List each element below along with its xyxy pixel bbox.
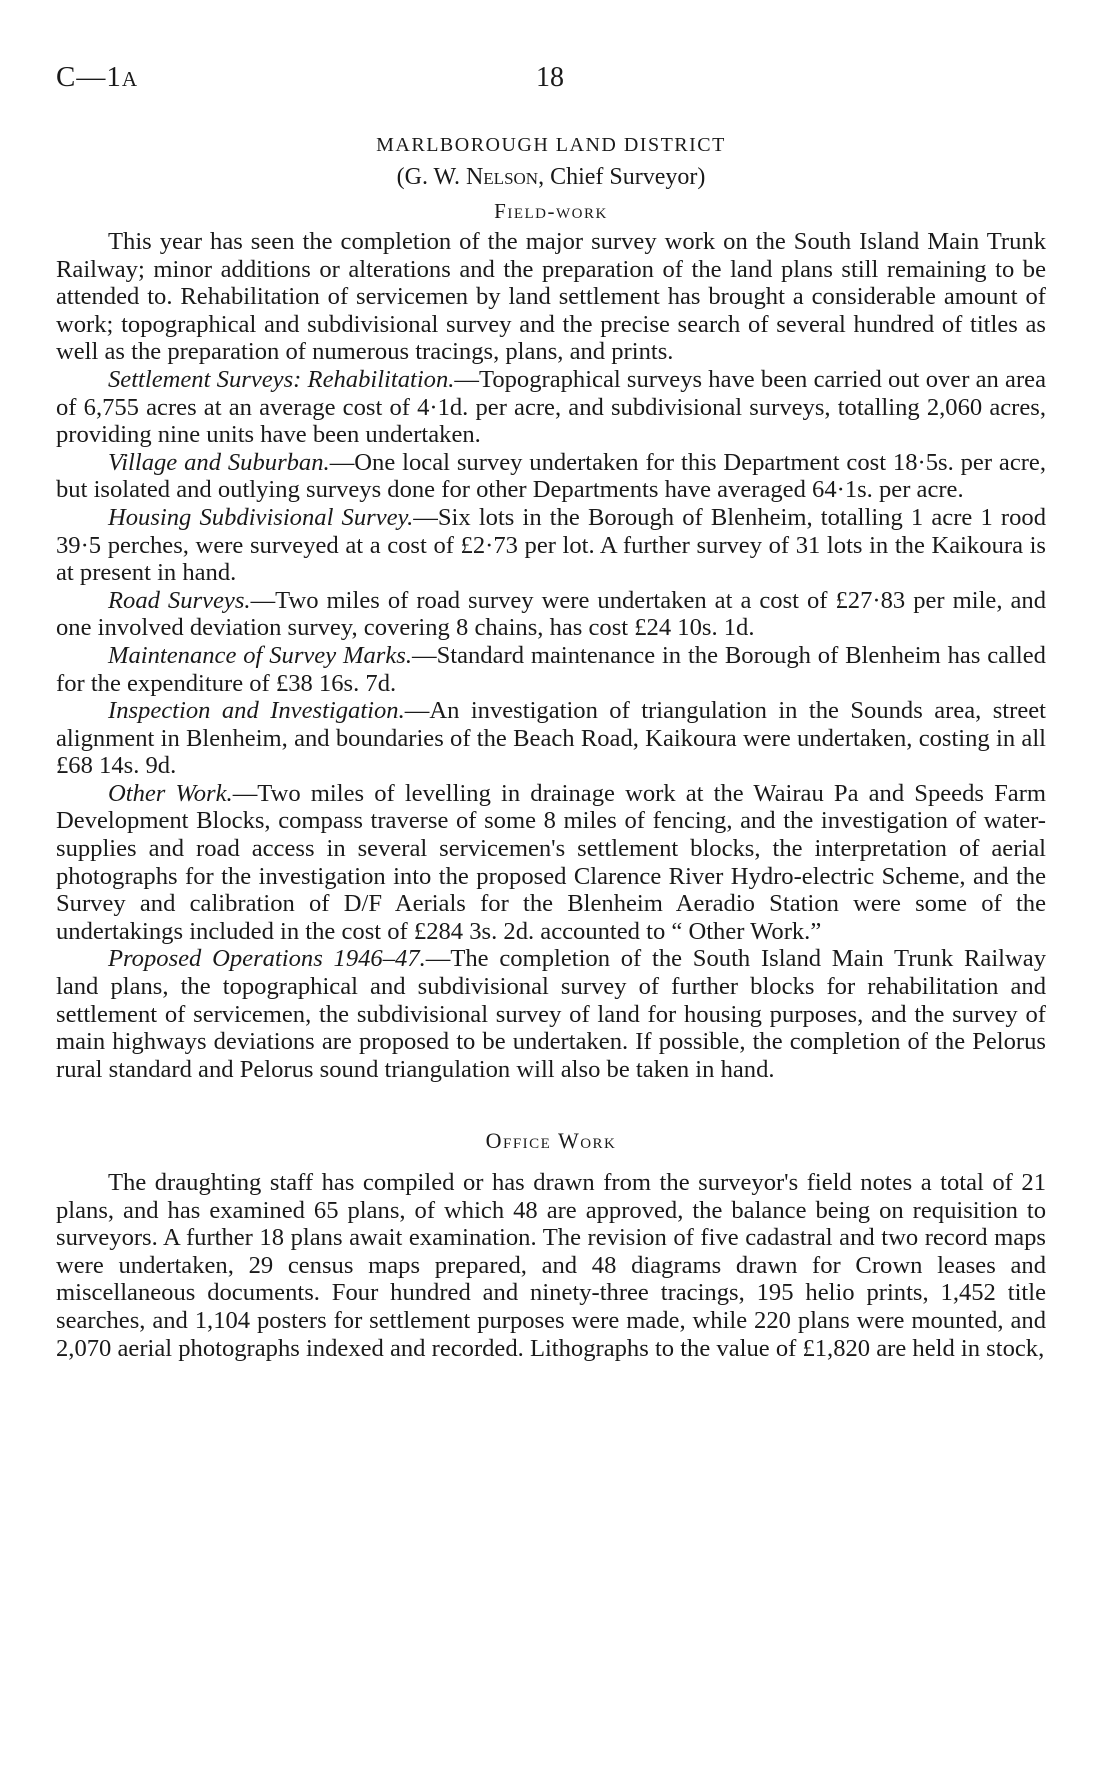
page-header <box>56 58 1046 98</box>
office-work-heading: Office Work <box>485 1128 617 1154</box>
office-work-paragraph: The draughting staff has compiled or has drawn from the surveyor's field notes a total of 21 plans, and has examined 65 plans, of which 48 are approved, the balance being on requisition to surveyors. A further 18 plans await examination. The revision of five cadastral and two record maps were undertaken, 29 census maps prepared, and 48 diagrams drawn for Crown leases and miscellaneous documents. Four hundred and ninety-three tracings, 195 helio prints, 1,452 title searches, and 1,104 posters for settlement purposes were made, while 220 plans were mounted, and 2,070 aerial photographs indexed and recorded. Lithographs to the value of £1,820 are held in stock, <box>56 1169 1046 1362</box>
paragraph: Inspection and Investigation.—An investigation of triangulation in the Sounds area, street alignment in Blenheim, and boundaries of the Beach Road, Kaikoura were undertaken, costing in all £68 14s. 9d. <box>56 697 1046 780</box>
paragraph: Proposed Operations 1946–47.—The completion of the South Island Main Trunk Railway land plans, the topographical and subdivisional survey of further blocks for rehabilitation and settlement of servicemen, the subdivisional survey of land for housing purposes, and the survey of main highways deviations are proposed to be undertaken. If possible, the completion of the Pelorus rural standard and Pelorus sound triangulation will also be taken in hand. <box>56 945 1046 1083</box>
paragraph: This year has seen the completion of the major survey work on the South Island Main Trunk Railway; minor additions or alterations and the preparation of the land plans still remaining to be attended to. Rehabilitation of servicemen by land settlement has brought a considerable amount of work; topographical and subdivisional survey and the precise search of several hundred of titles as well as the preparation of numerous tracings, plans, and prints. <box>56 228 1046 366</box>
paragraph: Road Surveys.—Two miles of road survey were undertaken at a cost of £27·83 per mile, and one involved deviation survey, covering 8 chains, has cost £24 10s. 1d. <box>56 586 1046 642</box>
fieldwork-section <box>56 228 1046 1083</box>
paragraph: Other Work.—Two miles of levelling in drainage work at the Wairau Pa and Speeds Farm Development Blocks, compass traverse of some 8 miles of fencing, and the investigation of water-supplies and road access in several servicemen's settlement blocks, the interpretation of aerial photographs for the investigation into the proposed Clarence River Hydro-electric Scheme, and the Survey and calibration of D/F Aerials for the Blenheim Aeradio Station were some of the undertakings included in the cost of £284 3s. 2d. accounted to “ Other Work.” <box>56 779 1047 945</box>
district-title: MARLBOROUGH LAND DISTRICT <box>376 134 726 156</box>
fieldwork-heading: Field-work <box>494 199 608 223</box>
report-code: C—1A <box>56 61 139 93</box>
page-number: 18 <box>536 62 564 93</box>
paragraph: Housing Subdivisional Survey.—Six lots in the Borough of Blenheim, totalling 1 acre 1 rood 39·5 perches, were surveyed at a cost of £2·73 per lot. A further survey of 31 lots in the Kaikoura is at present in hand. <box>56 503 1046 587</box>
paragraph: Settlement Surveys: Rehabilitation.—Topographical surveys have been carried out over an area of 6,755 acres at an average cost of 4·1d. per acre, and subdivisional surveys, totalling 2,060 acres, providing nine units have been undertaken. <box>56 365 1046 449</box>
paragraph: Maintenance of Survey Marks.—Standard maintenance in the Borough of Blenheim has called for the expenditure of £38 16s. 7d. <box>56 641 1046 697</box>
chief-surveyor-line: (G. W. Nelson, Chief Surveyor) <box>396 164 706 190</box>
paragraph: Village and Suburban.—One local survey undertaken for this Department cost 18·5s. per acre, but isolated and outlying surveys done for other Departments have averaged 64·1s. per acre. <box>56 448 1046 504</box>
document-page <box>56 58 1046 1362</box>
